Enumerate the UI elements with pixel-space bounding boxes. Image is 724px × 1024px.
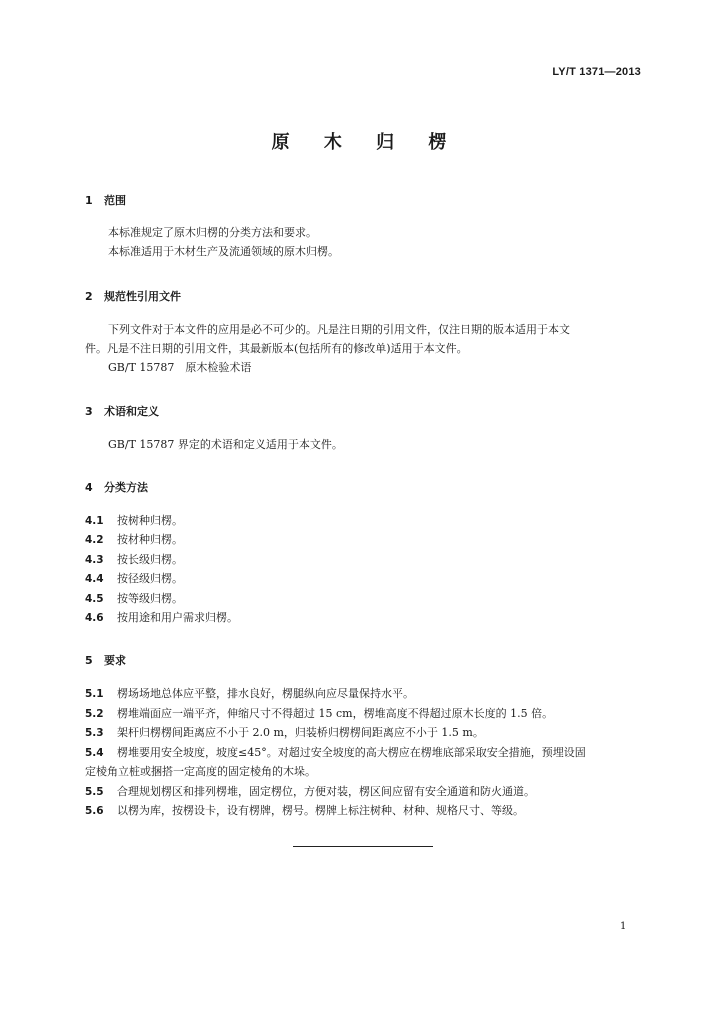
clause-text: 按等级归楞。 <box>117 592 183 605</box>
end-rule <box>293 846 433 847</box>
clause-number: 4.1 <box>85 515 104 527</box>
clause-number: 5.5 <box>85 786 104 798</box>
clause-number: 4.2 <box>85 534 104 546</box>
clause-text: 按用途和用户需求归楞。 <box>117 611 238 624</box>
clause-item <box>85 511 659 531</box>
section-number: 4 <box>85 481 93 494</box>
section-title: 要求 <box>104 654 126 667</box>
clause-text: 楞堆端面应一端平齐，伸缩尺寸不得超过 15 cm，楞堆高度不得超过原木长度的 1.5 倍。 <box>117 707 554 720</box>
page-number: 1 <box>620 921 627 932</box>
section-title: 分类方法 <box>104 481 148 494</box>
clause-item <box>85 704 659 724</box>
section-heading-1 <box>85 192 126 208</box>
clause-number: 5.2 <box>85 708 104 720</box>
section-heading-5 <box>85 652 126 668</box>
clause-number: 5.3 <box>85 727 104 739</box>
section-title: 规范性引用文件 <box>104 290 181 303</box>
paragraph-line: 本标准规定了原木归楞的分类方法和要求。 <box>108 226 317 239</box>
clause-item <box>85 782 659 802</box>
clause-number: 4.4 <box>85 573 104 585</box>
paragraph-line: 件。凡是不注日期的引用文件，其最新版本(包括所有的修改单)适用于本文件。 <box>85 342 468 355</box>
clause-number: 5.1 <box>85 688 104 700</box>
clause-continuation: 定棱角立桩或捆搭一定高度的固定棱角的木垛。 <box>85 765 316 778</box>
section-number: 2 <box>85 290 93 303</box>
section-heading-3 <box>85 403 159 419</box>
clause-item <box>85 569 659 589</box>
clause-number: 4.5 <box>85 593 104 605</box>
clause-text: 按径级归楞。 <box>117 572 183 585</box>
clause-item <box>85 550 659 570</box>
section-heading-4 <box>85 479 148 495</box>
clause-item <box>85 589 659 609</box>
clause-text: 楞堆要用安全坡度，坡度≤45°。对超过安全坡度的高大楞应在楞堆底部采取安全措施，预埋设固 <box>117 746 586 759</box>
section-number: 3 <box>85 405 93 418</box>
section-title: 范围 <box>104 194 126 207</box>
clause-item <box>85 608 659 628</box>
clause-item <box>85 684 659 704</box>
document-title: 原 木 归 楞 <box>271 132 461 153</box>
clause-number: 5.6 <box>85 805 104 817</box>
clause-text: 楞场场地总体应平整，排水良好，楞腿纵向应尽量保持水平。 <box>117 687 414 700</box>
clause-number: 4.3 <box>85 554 104 566</box>
paragraph-line: 本标准适用于木材生产及流通领域的原木归楞。 <box>108 245 339 258</box>
clause-item <box>85 801 659 821</box>
section-number: 1 <box>85 194 93 207</box>
clause-text: 以楞为库，按楞设卡，设有楞牌，楞号。楞牌上标注树种、材种、规格尺寸、等级。 <box>117 804 524 817</box>
standard-code: LY/T 1371—2013 <box>552 66 641 78</box>
clause-item <box>85 723 659 743</box>
clause-number: 4.6 <box>85 612 104 624</box>
section-title: 术语和定义 <box>104 405 159 418</box>
paragraph-line: 下列文件对于本文件的应用是必不可少的。凡是注日期的引用文件，仅注日期的版本适用于本文 <box>108 323 570 336</box>
clause-text: 按树种归楞。 <box>117 514 183 527</box>
section-number: 5 <box>85 654 93 667</box>
clause-text: 按材种归楞。 <box>117 533 183 546</box>
clause-text: 架杆归楞楞间距离应不小于 2.0 m，归装桥归楞楞间距离应不小于 1.5 m。 <box>117 726 484 739</box>
reference-entry: GB/T 15787 原木检验术语 <box>108 361 252 374</box>
clause-text: 按长级归楞。 <box>117 553 183 566</box>
section-heading-2 <box>85 288 181 304</box>
clause-number: 5.4 <box>85 747 104 759</box>
clause-text: 合理规划楞区和排列楞堆，固定楞位，方便对装，楞区间应留有安全通道和防火通道。 <box>117 785 535 798</box>
paragraph-line: GB/T 15787 界定的术语和定义适用于本文件。 <box>108 438 343 451</box>
clause-item <box>85 530 659 550</box>
clause-item <box>85 743 659 763</box>
